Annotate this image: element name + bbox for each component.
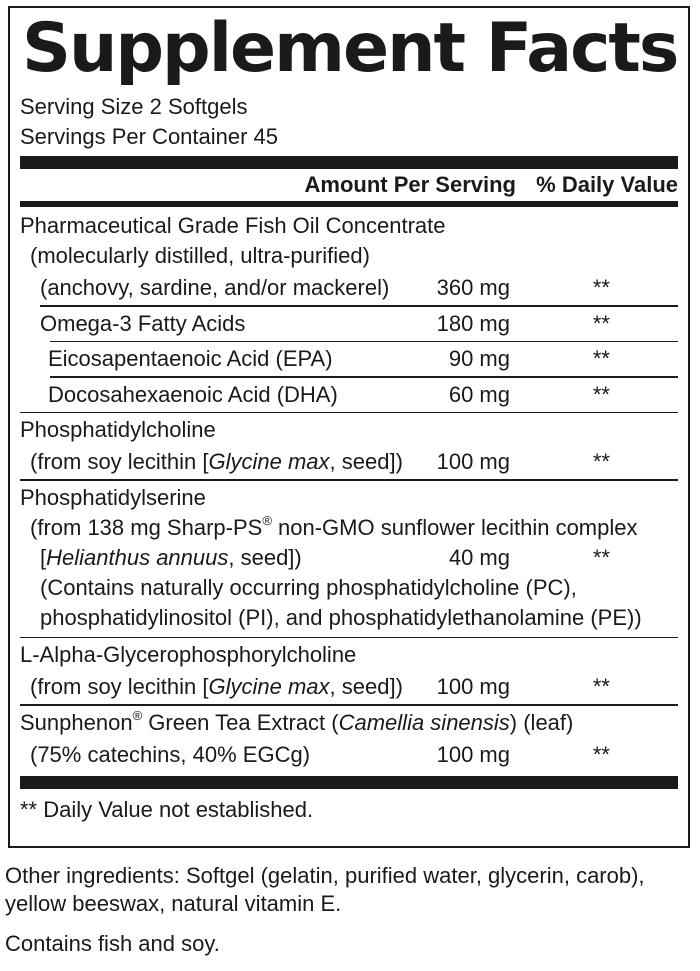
ps-dv: ** bbox=[592, 544, 610, 570]
dha-row bbox=[20, 378, 678, 412]
epa-name: Eicosapentaenoic Acid (EPA) bbox=[48, 346, 333, 371]
gpc-source: (from soy lecithin [Glycine max, seed]) bbox=[30, 674, 403, 699]
fish-oil-desc2: (anchovy, sardine, and/or mackerel) bbox=[40, 275, 390, 300]
ps-line3-row bbox=[20, 573, 678, 603]
tea-amount: 100 mg bbox=[436, 741, 510, 767]
fish-oil-desc-row bbox=[20, 241, 678, 271]
fish-oil-amount: 360 mg bbox=[436, 275, 510, 300]
fish-oil-name: Pharmaceutical Grade Fish Oil Concentrate bbox=[20, 213, 446, 238]
tea-amount-row bbox=[20, 738, 678, 772]
servings-per-container: Servings Per Container 45 bbox=[20, 124, 279, 149]
epa-dv: ** bbox=[592, 346, 610, 371]
pc-amount: 100 mg bbox=[436, 449, 510, 474]
ps-name: Phosphatidylserine bbox=[20, 484, 206, 510]
other-ingredients-line2: yellow beeswax, natural vitamin E. bbox=[5, 891, 342, 916]
tea-row bbox=[20, 708, 678, 738]
ps-line4-row bbox=[20, 603, 678, 633]
supplement-facts-panel bbox=[8, 6, 690, 848]
dha-amount: 60 mg bbox=[448, 381, 510, 407]
bottom-divider bbox=[20, 776, 678, 789]
epa-row bbox=[20, 342, 678, 376]
gpc-amount-row bbox=[20, 670, 678, 704]
tea-desc: (75% catechins, 40% EGCg) bbox=[30, 741, 311, 767]
tea-name: Sunphenon® Green Tea Extract (Camellia sinensis) (leaf) bbox=[20, 707, 574, 735]
omega3-amount: 180 mg bbox=[436, 310, 510, 336]
gpc-amount: 100 mg bbox=[436, 674, 510, 699]
epa-amount: 90 mg bbox=[448, 346, 510, 371]
pc-source: (from soy lecithin [Glycine max, seed]) bbox=[30, 449, 403, 474]
row-divider bbox=[20, 704, 678, 706]
ps-row bbox=[20, 483, 678, 513]
gpc-name: L-Alpha-Glycerophosphorylcholine bbox=[20, 642, 357, 667]
ps-line1-row bbox=[20, 513, 678, 543]
ps-contains-line2: phosphatidylinositol (PI), and phosphatidylethanolamine (PE)) bbox=[40, 604, 642, 630]
omega3-row bbox=[20, 307, 678, 341]
ps-amount-row bbox=[20, 543, 678, 573]
thick-divider bbox=[20, 156, 678, 169]
ps-contains-line1: (Contains naturally occurring phosphatidylcholine (PC), bbox=[40, 574, 577, 600]
header-amount: Amount Per Serving bbox=[304, 172, 516, 197]
tea-dv: ** bbox=[592, 741, 610, 767]
ps-source-line2: [Helianthus annuus, seed]) bbox=[40, 544, 302, 570]
header-divider bbox=[20, 201, 678, 207]
fish-oil-row bbox=[20, 211, 678, 241]
pc-name: Phosphatidylcholine bbox=[20, 417, 216, 442]
row-divider bbox=[20, 637, 678, 639]
row-divider bbox=[20, 412, 678, 414]
fish-oil-dv: ** bbox=[592, 275, 610, 300]
dha-dv: ** bbox=[592, 381, 610, 407]
daily-value-footnote: ** Daily Value not established. bbox=[20, 796, 314, 822]
gpc-dv: ** bbox=[592, 674, 610, 699]
ps-amount: 40 mg bbox=[448, 544, 510, 570]
panel-title: Supplement Facts bbox=[22, 9, 678, 88]
column-header bbox=[20, 169, 678, 201]
row-divider bbox=[20, 479, 678, 481]
serving-size: Serving Size 2 Softgels bbox=[20, 94, 248, 119]
pc-amount-row bbox=[20, 445, 678, 479]
other-ingredients-block bbox=[5, 862, 695, 958]
fish-oil-amount-row bbox=[20, 271, 678, 305]
ps-source-line1: (from 138 mg Sharp-PS® non-GMO sunflower lecithin complex bbox=[30, 512, 638, 540]
allergen-statement: Contains fish and soy. bbox=[5, 931, 220, 956]
header-daily-value: % Daily Value bbox=[536, 172, 678, 197]
fish-oil-desc1: (molecularly distilled, ultra-purified) bbox=[30, 243, 370, 268]
pc-row bbox=[20, 415, 678, 445]
other-ingredients-line1: Other ingredients: Softgel (gelatin, purified water, glycerin, carob), bbox=[5, 863, 645, 888]
gpc-row bbox=[20, 640, 678, 670]
dha-name: Docosahexaenoic Acid (DHA) bbox=[48, 381, 338, 407]
omega3-name: Omega-3 Fatty Acids bbox=[40, 310, 246, 336]
pc-dv: ** bbox=[592, 449, 610, 474]
omega3-dv: ** bbox=[592, 310, 610, 336]
